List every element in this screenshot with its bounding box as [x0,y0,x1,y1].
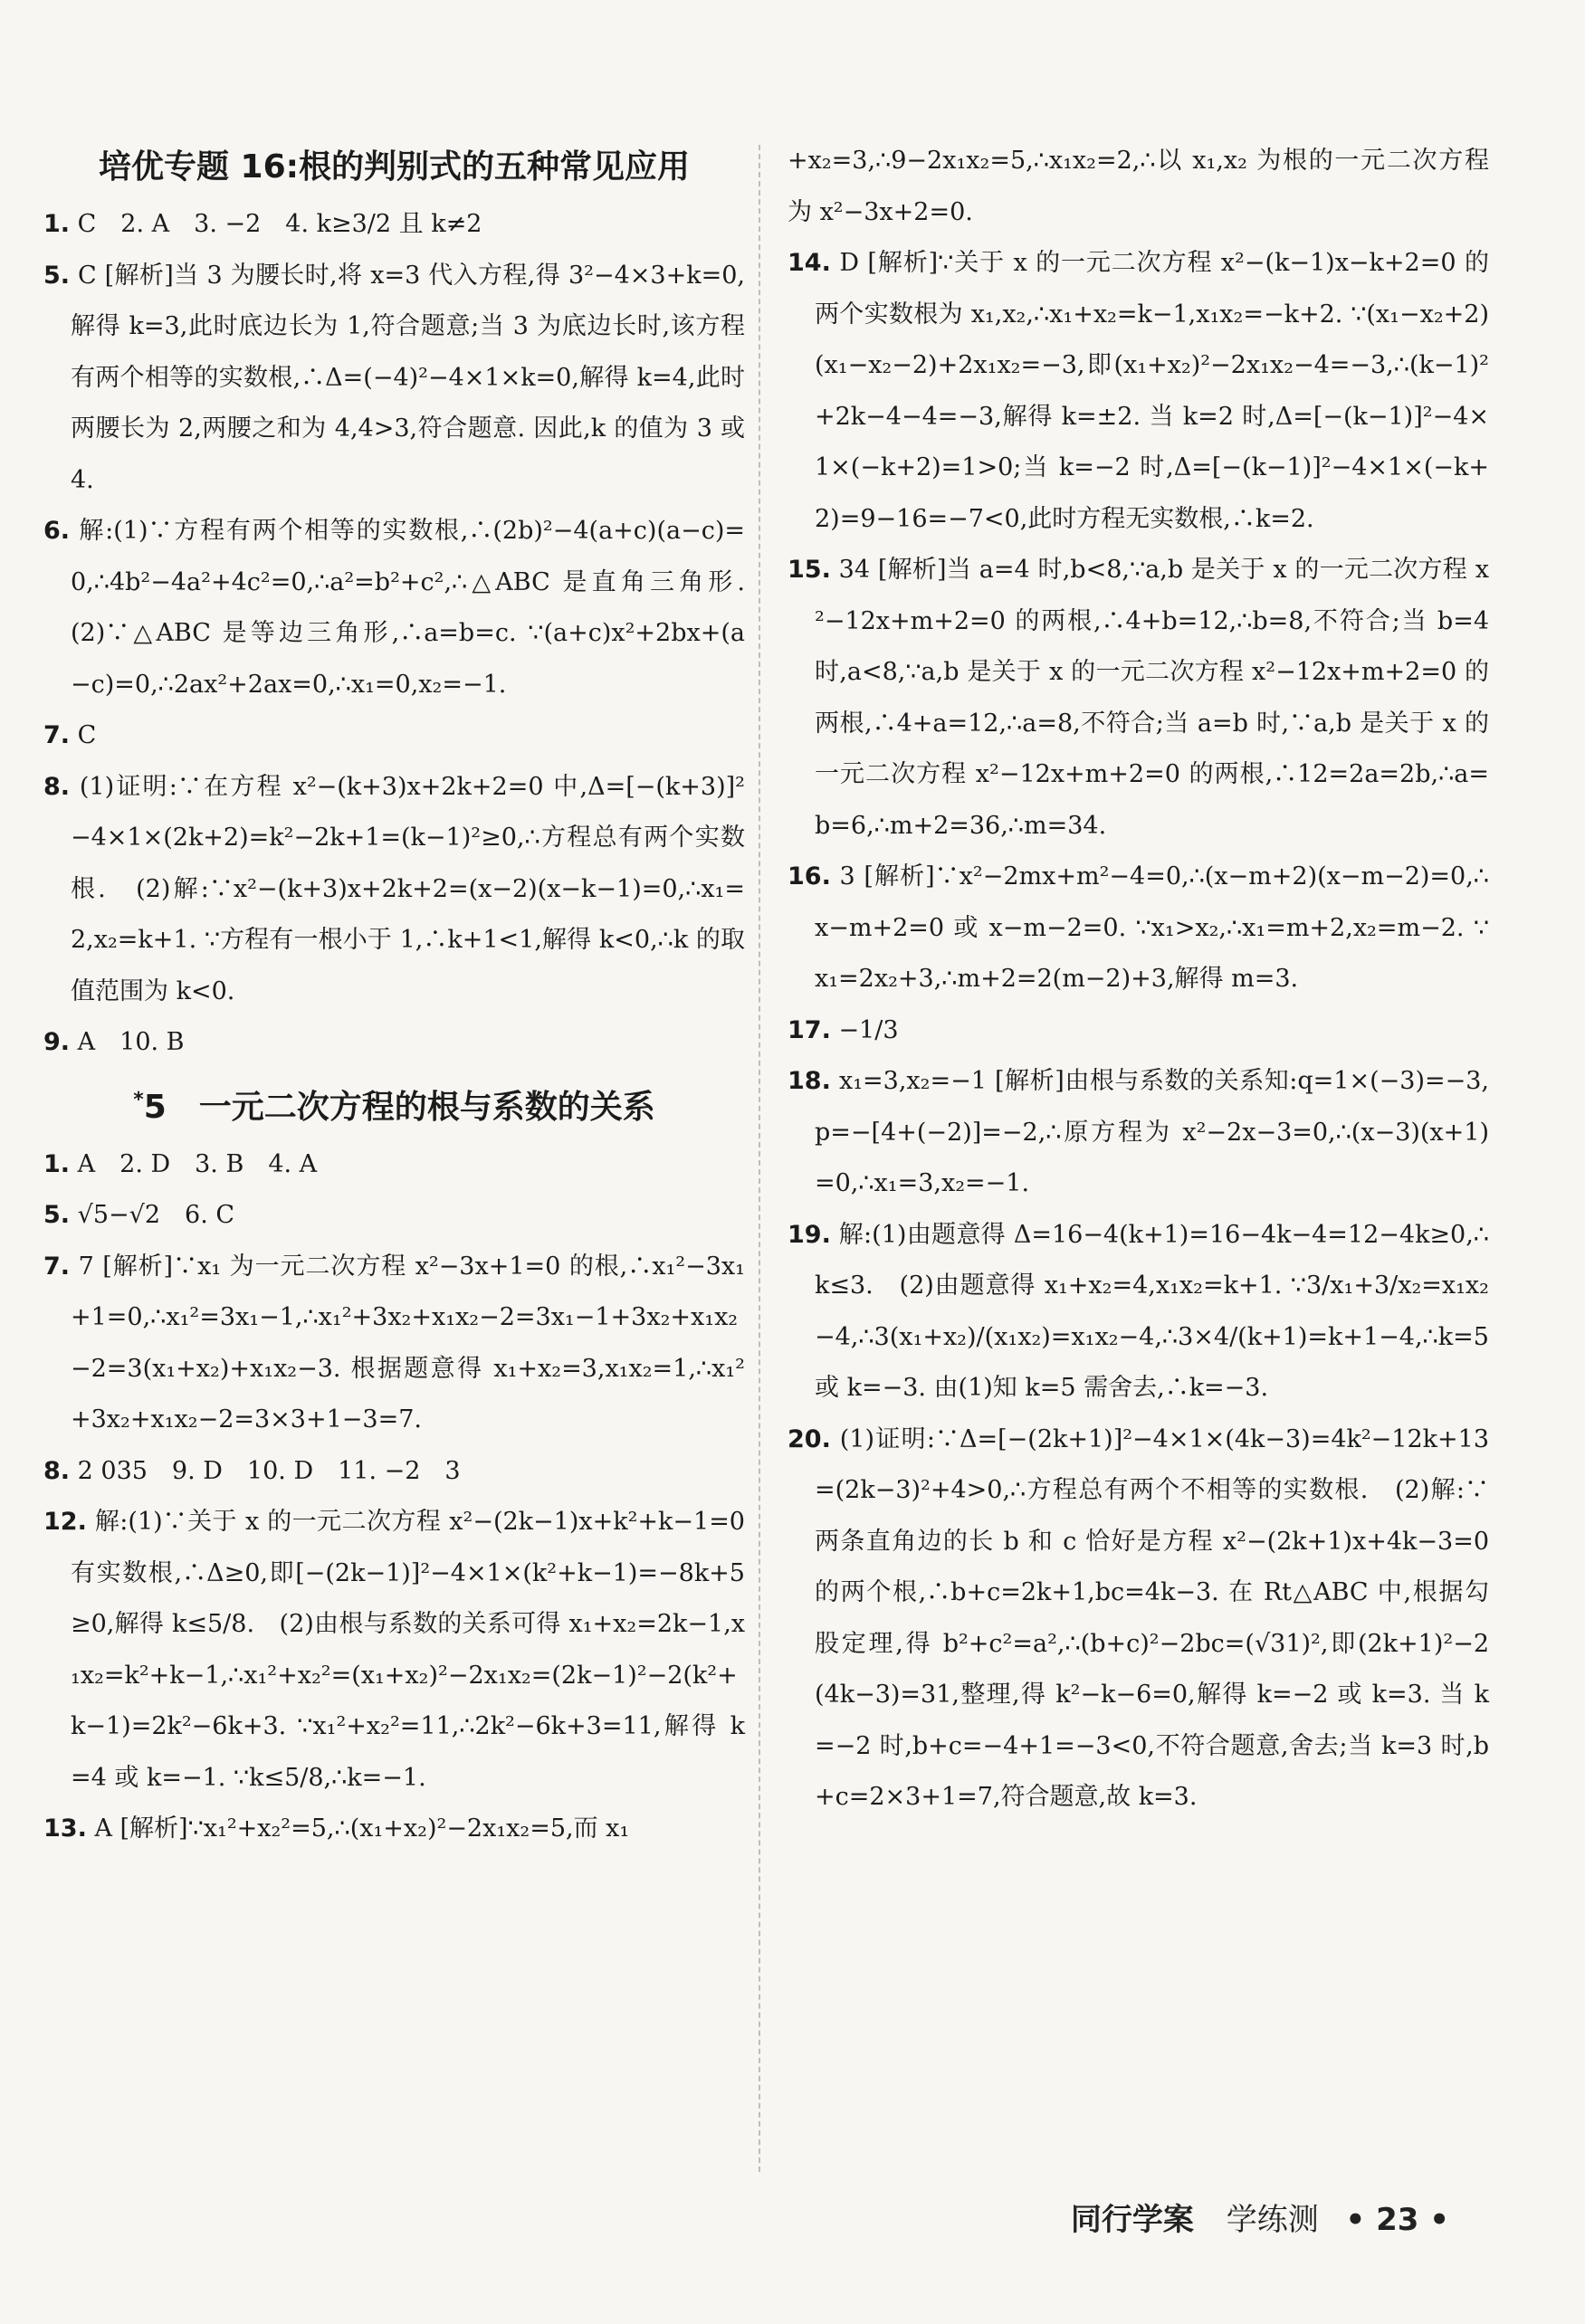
footer-brand: 同行学案 [1070,2202,1194,2238]
answer-number: 8. [43,772,71,801]
footer-series: 学练测 [1226,2202,1319,2238]
answer-text: 解:(1)∵关于 x 的一元二次方程 x²−(2k−1)x+k²+k−1=0 有实数根,∴Δ≥0,即[−(2k−1)]²−4×1×(k²+k−1)=−8k+5≥0,解得 k≤5/8. (2)由根与系数的关系可得 x₁+x₂=2k−1,x₁x₂=k²+k−1,∴x₁²+x₂²=(x₁+x₂)²−2x₁x₂=(2k−1)²−2(k²+k−1)=2k²−6k+3. ∵x₁²+x₂²=11,∴2k²−6k+3=11,解得 k=4 或 k=−1. ∵k≤5/8,∴k=−1. [71,1508,745,1792]
answer-number: 5. [43,261,71,290]
answer-item [788,1414,1489,1824]
answer-item [43,506,769,710]
answer-text: 解:(1)由题意得 Δ=16−4(k+1)=16−4k−4=12−4k≥0,∴k≤3. (2)由题意得 x₁+x₂=4,x₁x₂=k+1. ∵3/x₁+3/x₂=x₁x₂−4,∴3(x₁+x₂)/(x₁x₂)=x₁x₂−4,∴3×4/(k+1)=k+1−4,∴k=5 或 k=−3. 由(1)知 k=5 需舍去,∴k=−3. [815,1220,1489,1402]
answer-text: C 2. A 3. −2 4. k≥3/2 且 k≠2 [77,210,482,238]
answer-number: 7. [43,1252,71,1281]
answer-number: 1. [43,210,71,238]
answer-text: C [77,721,97,749]
answer-text: −1/3 [838,1015,899,1044]
answer-item [788,545,1489,852]
answer-text: √5−√2 6. C [77,1201,235,1229]
answer-number: 6. [43,517,71,545]
answer-text: (1)证明:∵Δ=[−(2k+1)]²−4×1×(4k−3)=4k²−12k+13=(2k−3)²+4>0,∴方程总有两个不相等的实数根. (2)解:∵两条直角边的长 b 和 c 恰好是方程 x²−(2k+1)x+4k−3=0 的两个根,∴b+c=2k+1,bc=4k−3. 在 Rt△ABC 中,根据勾股定理,得 b²+c²=a²,∴(b+c)²−2bc=(√31)²,即(2k+1)²−2(4k−3)=31,整理,得 k²−k−6=0,解得 k=−2 或 k=3. 当 k=−2 时,b+c=−4+1=−3<0,不符合题意,舍去;当 k=3 时,b+c=2×3+1=7,符合题意,故 k=3. [815,1424,1490,1811]
answer-text: A 10. B [77,1028,185,1056]
answer-item [43,1139,745,1191]
answer-text: C [解析]当 3 为腰长时,将 x=3 代入方程,得 3²−4×3+k=0,解得 k=3,此时底边长为 1,符合题意;当 3 为底边长时,该方程有两个相等的实数根,∴Δ=(−4)²−4×1×k=0,解得 k=4,此时两腰长为 2,两腰之和为 4,4>3,符合题意. 因此,k 的值为 3 或 4. [71,261,745,494]
answer-text: A [解析]∵x₁²+x₂²=5,∴(x₁+x₂)²−2x₁x₂=5,而 x₁ [94,1814,630,1843]
right-answer-list [788,238,1489,1824]
answer-number: 19. [788,1220,831,1249]
continued-answer: +x₂=3,∴9−2x₁x₂=5,∴x₁x₂=2,∴以 x₁,x₂ 为根的一元二次方程为 x²−3x+2=0. [788,147,1489,226]
answer-number: 14. [788,249,831,277]
answer-text: A 2. D 3. B 4. A [77,1149,318,1178]
answer-item [788,1056,1489,1210]
answer-number: 7. [43,721,71,749]
answer-number: 8. [43,1456,71,1485]
answer-item [43,1446,745,1498]
answer-text: 3 [解析]∵x²−2mx+m²−4=0,∴(x−m+2)(x−m−2)=0,∴x−m+2=0 或 x−m−2=0. ∵x₁>x₂,∴x₁=m+2,x₂=m−2. ∵x₁=2x₂+3,∴m+2=2(m−2)+3,解得 m=3. [815,862,1489,993]
optional-marker: * [133,1088,144,1111]
left-column [43,136,769,1855]
right-column [788,136,1489,1824]
answer-item [788,238,1489,545]
section-heading-text: 5 一元二次方程的根与系数的关系 [143,1088,655,1126]
answer-item [43,1242,745,1446]
answer-item [788,1005,1489,1057]
answer-item [43,710,745,762]
answer-number: 12. [43,1508,87,1536]
answer-item [788,852,1489,1005]
answer-text: x₁=3,x₂=−1 [解析]由根与系数的关系知:q=1×(−3)=−3,p=−[4+(−2)]=−2,∴原方程为 x²−2x−3=0,∴(x−3)(x+1)=0,∴x₁=3,x₂=−1. [815,1067,1489,1197]
answer-text: 2 035 9. D 10. D 11. −2 3 [77,1456,461,1485]
answer-number: 18. [788,1067,831,1095]
answer-item [43,762,745,1018]
answer-text: D [解析]∵关于 x 的一元二次方程 x²−(k−1)x−k+2=0 的两个实数根为 x₁,x₂,∴x₁+x₂=k−1,x₁x₂=−k+2. ∵(x₁−x₂+2)(x₁−x₂−2)+2x₁x₂=−3,即(x₁+x₂)²−2x₁x₂−4=−3,∴(k−1)²+2k−4−4=−3,解得 k=±2. 当 k=2 时,Δ=[−(k−1)]²−4×1×(−k+2)=1>0;当 k=−2 时,Δ=[−(k−1)]²−4×1×(−k+2)=9−16=−7<0,此时方程无实数根,∴k=2. [815,249,1489,533]
answer-item [43,251,745,507]
section-heading-chapter-5 [43,1069,745,1139]
answer-number: 13. [43,1814,87,1843]
page-footer [1071,2195,1449,2239]
answer-number: 20. [788,1424,831,1453]
answer-number: 17. [788,1015,831,1044]
page-number: • 23 • [1345,2202,1449,2238]
answer-text: 解:(1)∵方程有两个相等的实数根,∴(2b)²−4(a+c)(a−c)=0,∴4b²−4a²+4c²=0,∴a²=b²+c²,∴△ABC 是直角三角形. (2)∵△ABC 是等边三角形,∴a=b=c. ∵(a+c)x²+2bx+(a−c)=0,∴2ax²+2ax=0,∴x₁=0,x₂=−1. [71,517,769,699]
answer-item [43,1804,745,1855]
answer-text: (1)证明:∵在方程 x²−(k+3)x+2k+2=0 中,Δ=[−(k+3)]²−4×1×(2k+2)=k²−2k+1=(k−1)²≥0,∴方程总有两个实数根. (2)解:∵x²−(k+3)x+2k+2=(x−2)(x−k−1)=0,∴x₁=2,x₂=k+1. ∵方程有一根小于 1,∴k+1<1,解得 k<0,∴k 的取值范围为 k<0. [71,772,745,1005]
answer-item [43,1017,745,1069]
answer-number: 9. [43,1028,71,1056]
answer-text: 34 [解析]当 a=4 时,b<8,∵a,b 是关于 x 的一元二次方程 x²−12x+m+2=0 的两根,∴4+b=12,∴b=8,不符合;当 b=4 时,a<8,∵a,b 是关于 x 的一元二次方程 x²−12x+m+2=0 的两根,∴4+a=12,∴a=8,不符合;当 a=b 时,∵a,b 是关于 x 的一元二次方程 x²−12x+m+2=0 的两根,∴12=2a=2b,∴a=b=6,∴m+2=36,∴m=34. [815,556,1489,840]
answer-text: 7 [解析]∵x₁ 为一元二次方程 x²−3x+1=0 的根,∴x₁²−3x₁+1=0,∴x₁²=3x₁−1,∴x₁²+3x₂+x₁x₂−2=3x₁−1+3x₂+x₁x₂−2=3(x₁+x₂)+x₁x₂−3. 根据题意得 x₁+x₂=3,x₁x₂=1,∴x₁²+3x₂+x₁x₂−2=3×3+1−3=7. [71,1252,745,1433]
answer-number: 1. [43,1149,71,1178]
column-divider [759,145,760,2172]
answer-item [43,1497,745,1804]
left-answer-list-2 [43,1139,745,1855]
answer-number: 16. [788,862,831,891]
left-answer-list [43,199,769,1069]
answer-item [43,199,745,251]
answer-number: 5. [43,1201,71,1229]
section-heading-special-topic: 培优专题 16:根的判别式的五种常见应用 [98,148,691,186]
answer-item [43,1190,745,1242]
answer-item [788,1210,1489,1414]
answer-number: 15. [788,556,831,584]
